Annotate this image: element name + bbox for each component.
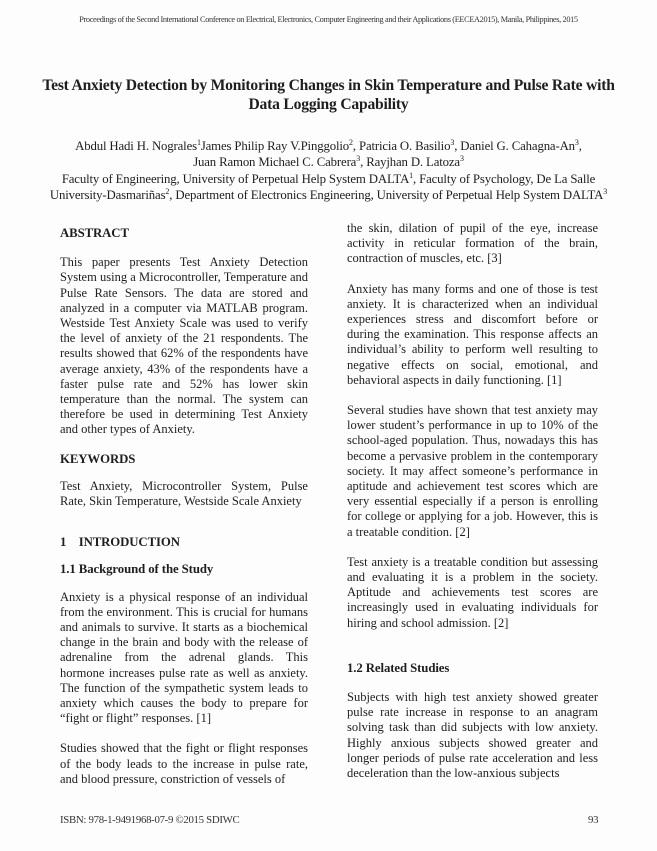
body-paragraph: the skin, dilation of pupil of the eye, increase activity in reticular formation of the brain, contraction of muscles, etc. [3] <box>347 221 598 266</box>
affiliation: Department of Electronics Engineering, University of Perpetual Help System DALTA <box>175 188 604 203</box>
author-name: Juan Ramon Michael C. Cabrera <box>193 155 357 170</box>
author-affil-index: 1 <box>196 138 201 147</box>
author-affil-index: 3 <box>356 154 361 164</box>
body-paragraph: Studies showed that the fight or flight responses of the body leads to the increase in pulse rate, and blood pressure, constriction of vessels of <box>60 741 308 786</box>
body-paragraph: Subjects with high test anxiety showed greater pulse rate increase in response to an anagram solving task than did subjects with low anxiety. Highly anxious subjects showed greater and longer periods of pulse rate acceleration and less deceleration than the low-anxious subjects <box>347 690 598 781</box>
right-column <box>347 221 598 781</box>
author-name: Rayjhan D. Latoza <box>366 155 460 170</box>
author-name: James Philip Ray V.Pinggolio <box>200 139 350 153</box>
abstract-text: This paper presents Test Anxiety Detection System using a Microcontroller, Temperature and Pulse Rate Sensors. The data are stored and analyzed in a computer via MATLAB program. Westside Test Anxiety Scale was used to verify the level of anxiety of the 21 respondents. The results showed that 62% of the respondents have average anxiety, 43% of the respondents have a faster pulse rate and 52% has lower skin temperature than the normal. The system can therefore be used in determining Test Anxiety and other types of Anxiety. <box>60 255 308 437</box>
author-affil-index: 3 <box>450 138 455 147</box>
left-column <box>60 226 308 787</box>
subsection-heading-background: 1.1 Background of the Study <box>60 562 214 577</box>
footer-isbn: ISBN: 978-1-9491968-07-9 ©2015 SDIWC <box>60 814 240 826</box>
keywords-text: Test Anxiety, Microcontroller System, Pulse Rate, Skin Temperature, Westside Scale Anxiety <box>60 478 308 509</box>
author-affil-index: 3 <box>574 138 579 147</box>
author-name: Abdul Hadi H. Nograles <box>75 139 197 153</box>
section-heading-introduction: 1 INTRODUCTION <box>60 535 180 550</box>
paper-title: Test Anxiety Detection by Monitoring Changes in Skin Temperature and Pulse Rate with Data Logging Capability <box>42 77 615 113</box>
body-paragraph: Several studies have shown that test anxiety may lower student’s performance in up to 10% of the school-aged population. Thus, nowadays this has become a pervasive problem in the contemporary society. It may affect someone’s performance in aptitude and achievement test scores which are very essential especially if a person is enrolling for college or applying for a job. However, this is a treatable condition. [2] <box>347 403 598 539</box>
affiliation-index: 1 <box>409 170 414 180</box>
author-name: Daniel G. Cahagna-An <box>460 139 575 153</box>
body-paragraph: Anxiety is a physical response of an individual from the environment. This is crucial for humans and animals to survive. It starts as a biochemical change in the brain and body with the release of adrenaline from the adrenal glands. This hormone increases pulse rate as well as anxiety. The function of the sympathetic system leads to anxiety which causes the body to prepare for “fight or flight” responses. [1] <box>60 589 308 726</box>
body-paragraph: Anxiety has many forms and one of those is test anxiety. It is characterized when an individual experiences stress and discomfort before or during the examination. This response affects an individual’s ability to perform well resulting to negative effects on social, emotional, and behavioral aspects in daily functioning. [1] <box>347 281 598 387</box>
page-number: 93 <box>588 814 599 826</box>
affiliation-index: 3 <box>603 187 608 197</box>
affiliation: Faculty of Psychology, De La Salle University-Dasmariñas <box>49 171 596 203</box>
running-header: Proceedings of the Second International Conference on Electrical, Electronics, Computer Engineering and their Applications (EECEA2015), Manila, Philippines, 2015 <box>79 15 578 24</box>
body-paragraph: Test anxiety is a treatable condition but assessing and evaluating it is a problem in the society. Aptitude and achievements test scores are increasingly used in evaluating individuals for hiring and school admission. [2] <box>347 554 598 630</box>
affiliation: Faculty of Engineering, University of Perpetual Help System DALTA <box>61 171 410 186</box>
subsection-heading-related-studies: 1.2 Related Studies <box>347 660 450 675</box>
abstract-heading: ABSTRACT <box>60 226 129 240</box>
author-affil-index: 2 <box>349 138 353 147</box>
keywords-heading: KEYWORDS <box>60 451 136 466</box>
author-affil-index: 3 <box>459 154 464 164</box>
author-block: Abdul Hadi H. Nograles$^1$James Philip Ray V.Pinggolio$^2$, Patricia O. Basilio$^3$, Daniel G. Cahagna-An$^3$, Juan Ramon Michael C. Cabrera$^3$, Rayjhan D. Latoza$^3$ Faculty of Engineering, University of Perpetual Help System DALTA$^1$, Faculty of Psychology, De La Salle University-Dasmariñas$^2$, Department of Electronics Engineering, University of Perpetual Help System DALTA$^3$ <box>49 138 608 203</box>
author-name: Patricia O. Basilio <box>358 139 451 153</box>
affiliation-index: 2 <box>165 187 170 197</box>
